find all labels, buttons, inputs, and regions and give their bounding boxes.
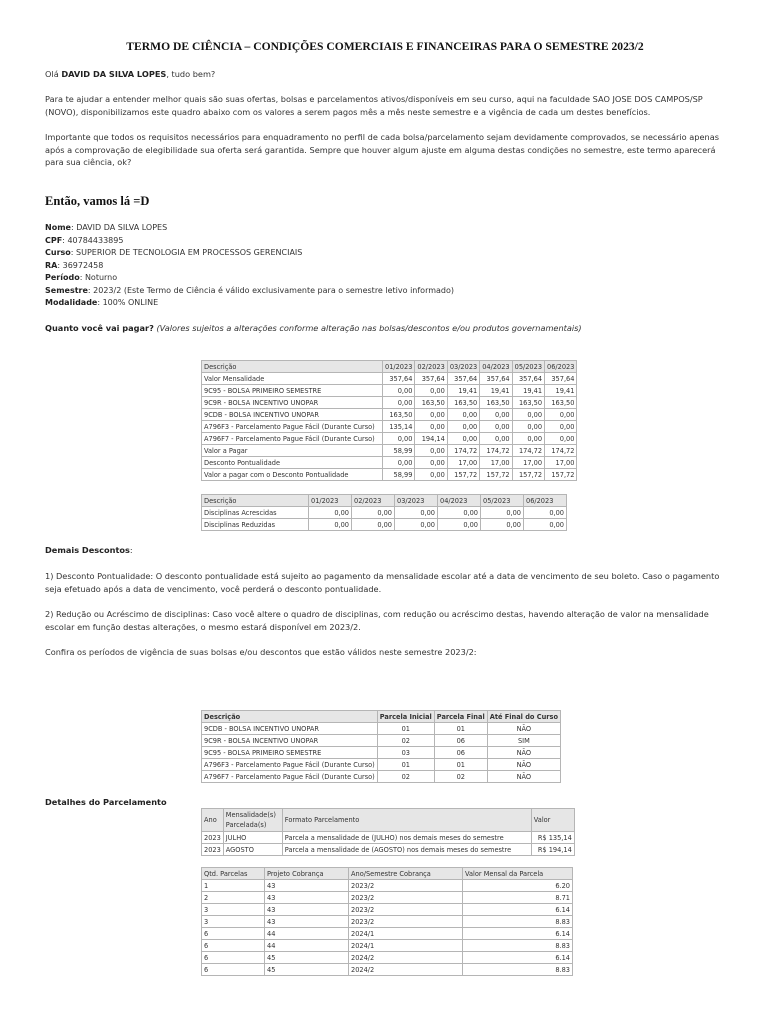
table-cell: 1 [202, 880, 265, 892]
table-cell: 2 [202, 892, 265, 904]
table-cell: NÃO [487, 747, 560, 759]
cobranca-table [201, 867, 573, 976]
curso-label: Curso [45, 248, 71, 257]
table-cell: 17,00 [545, 457, 577, 469]
table-cell: 0,00 [524, 507, 567, 519]
periodo-label: Período [45, 273, 80, 282]
payments-header-cell: 05/2023 [512, 361, 544, 373]
parcelamento-header-cell: Mensalidade(s) Parcelada(s) [223, 809, 282, 832]
table-cell: 174,72 [512, 445, 544, 457]
table-cell: NÃO [487, 771, 560, 783]
reducao-disciplinas-text: 2) Redução ou Acréscimo de disciplinas: Caso você altere o quadro de disciplinas, com redução ou acréscimo destas, havendo alteração de valor na mensalidade escolar em função destas alterações, o mesmo estará disponível em 2023/2. [45, 609, 709, 632]
table-cell: 0,00 [545, 433, 577, 445]
table-cell: 19,41 [512, 385, 544, 397]
demais-descontos-label: Demais Descontos [45, 545, 130, 555]
table-cell: Valor Mensalidade [202, 373, 383, 385]
table-cell: 0,00 [383, 433, 415, 445]
table-cell: 174,72 [480, 445, 512, 457]
table-cell: 01 [377, 759, 434, 771]
table-cell: Desconto Pontualidade [202, 457, 383, 469]
table-cell: 0,00 [512, 421, 544, 433]
cpf-value: : 40784433895 [62, 235, 124, 245]
parcelamento-header-cell: Valor [531, 809, 574, 832]
table-cell: 0,00 [352, 519, 395, 531]
table-cell: 02 [377, 735, 434, 747]
table-cell: 0,00 [480, 433, 512, 445]
vigencia-header-cell: Até Final do Curso [487, 711, 560, 723]
table-cell: 0,00 [415, 457, 447, 469]
ra-value: : 36972458 [57, 260, 104, 270]
table-cell: 43 [265, 880, 349, 892]
payments-table [201, 360, 577, 481]
disciplinas-header-cell: 01/2023 [309, 495, 352, 507]
table-cell: 6 [202, 928, 265, 940]
modalidade-row [45, 297, 454, 310]
table-cell: 58,99 [383, 469, 415, 481]
table-cell: 44 [265, 940, 349, 952]
table-cell: 0,00 [524, 519, 567, 531]
table-cell: 2023/2 [349, 904, 463, 916]
table-row [202, 928, 573, 940]
disciplinas-header-cell: 05/2023 [481, 495, 524, 507]
table-cell: 43 [265, 904, 349, 916]
table-cell: 0,00 [415, 445, 447, 457]
table-cell: 01 [377, 723, 434, 735]
periodo-row [45, 272, 454, 285]
table-row [202, 373, 577, 385]
table-cell: 01 [434, 723, 487, 735]
intro-paragraph: Para te ajudar a entender melhor quais são suas ofertas, bolsas e parcelamentos ativos/disponíveis em seu curso, aqui na faculdade SAO JOSE DOS CAMPOS/SP (NOVO), disponibilizamos este quadro abaixo com os valores a serem pagos mês a mês neste semestre e a vigência de cada um destes benefícios. [45, 94, 703, 117]
payments-header-cell: 04/2023 [480, 361, 512, 373]
table-row [202, 723, 561, 735]
table-cell: 0,00 [481, 507, 524, 519]
semestre-label: Semestre [45, 285, 88, 295]
table-cell: 0,00 [309, 519, 352, 531]
table-cell: 0,00 [512, 433, 544, 445]
table-cell: AGOSTO [223, 844, 282, 856]
table-row [202, 507, 567, 519]
payments-header-cell: 03/2023 [447, 361, 479, 373]
demais-descontos-line [45, 544, 725, 557]
table-cell: 194,14 [415, 433, 447, 445]
table-row [202, 916, 573, 928]
table-cell: 2023/2 [349, 880, 463, 892]
table-cell: A796F3 - Parcelamento Pague Fácil (Durante Curso) [202, 421, 383, 433]
payments-header-cell: 02/2023 [415, 361, 447, 373]
table-cell: 06 [434, 747, 487, 759]
requirements-paragraph: Importante que todos os requisitos necessários para enquadramento no perfil de cada bolsa/parcelamento sejam devidamente comprovados, se necessário apenas após a comprovação de elegibilidade sua oferta será garantida. Sempre que houver algum ajuste em alguma destas condições no semestre, este termo aparecerá para sua ciência, ok? [45, 132, 720, 168]
parcelamento-header-cell: Formato Parcelamento [282, 809, 531, 832]
table-cell: 43 [265, 916, 349, 928]
cobranca-header-cell: Ano/Semestre Cobrança [349, 868, 463, 880]
confira-text: Confira os períodos de vigência de suas bolsas e/ou descontos que estão válidos neste semestre 2023/2: [45, 647, 477, 657]
modalidade-label: Modalidade [45, 298, 98, 307]
table-cell: 163,50 [545, 397, 577, 409]
table-row [202, 735, 561, 747]
table-cell: Parcela a mensalidade de (JULHO) nos demais meses do semestre [282, 832, 531, 844]
table-cell: 17,00 [447, 457, 479, 469]
table-cell: 6 [202, 952, 265, 964]
table-row [202, 409, 577, 421]
vigencia-header-cell: Parcela Final [434, 711, 487, 723]
table-cell: 02 [434, 771, 487, 783]
table-cell: 19,41 [447, 385, 479, 397]
table-cell: 0,00 [415, 409, 447, 421]
table-cell: 9C9R - BOLSA INCENTIVO UNOPAR [202, 735, 378, 747]
table-row [202, 844, 575, 856]
table-cell: 6 [202, 940, 265, 952]
cobranca-header-cell: Qtd. Parcelas [202, 868, 265, 880]
table-row [202, 904, 573, 916]
table-cell: Parcela a mensalidade de (AGOSTO) nos demais meses do semestre [282, 844, 531, 856]
greeting [45, 68, 725, 81]
section-heading: Então, vamos lá =D [45, 194, 150, 208]
table-cell: 8.83 [463, 916, 573, 928]
table-cell: 9C9R - BOLSA INCENTIVO UNOPAR [202, 397, 383, 409]
table-cell: 0,00 [438, 519, 481, 531]
table-cell: 43 [265, 892, 349, 904]
parcelamento-header-cell: Ano [202, 809, 224, 832]
table-row [202, 457, 577, 469]
payments-header-cell: Descrição [202, 361, 383, 373]
table-row [202, 771, 561, 783]
table-cell: 0,00 [309, 507, 352, 519]
table-cell: SIM [487, 735, 560, 747]
demais-descontos-colon: : [129, 545, 133, 555]
cpf-label: CPF [45, 235, 63, 245]
table-cell: 8.83 [463, 940, 573, 952]
payments-header-row [202, 361, 577, 373]
table-cell: 0,00 [438, 507, 481, 519]
table-cell: JULHO [223, 832, 282, 844]
table-cell: 8.71 [463, 892, 573, 904]
table-cell: 2023/2 [349, 916, 463, 928]
table-row [202, 519, 567, 531]
table-cell: 06 [434, 735, 487, 747]
table-cell: 174,72 [447, 445, 479, 457]
table-cell: 357,64 [383, 373, 415, 385]
parcelamento-table [201, 808, 575, 856]
table-cell: 163,50 [480, 397, 512, 409]
table-cell: 44 [265, 928, 349, 940]
disciplinas-header-cell: 04/2023 [438, 495, 481, 507]
nome-label: Nome [45, 223, 71, 232]
table-row [202, 445, 577, 457]
table-cell: 0,00 [481, 519, 524, 531]
detalhes-parcelamento-label: Detalhes do Parcelamento [45, 797, 167, 807]
table-cell: 357,64 [512, 373, 544, 385]
table-cell: 8.83 [463, 964, 573, 976]
parcelamento-header-row [202, 809, 575, 832]
greeting-prefix: Olá [45, 69, 62, 79]
disciplinas-header-cell: Descrição [202, 495, 309, 507]
table-cell: 0,00 [447, 421, 479, 433]
table-cell: NÃO [487, 759, 560, 771]
table-row [202, 940, 573, 952]
table-cell: 0,00 [395, 519, 438, 531]
table-cell: 0,00 [415, 421, 447, 433]
table-cell: 45 [265, 964, 349, 976]
table-cell: Disciplinas Reduzidas [202, 519, 309, 531]
cobranca-header-cell: Projeto Cobrança [265, 868, 349, 880]
table-cell: Disciplinas Acrescidas [202, 507, 309, 519]
modalidade-value: : 100% ONLINE [97, 298, 159, 307]
table-cell: 157,72 [447, 469, 479, 481]
table-cell: 2023/2 [349, 892, 463, 904]
table-cell: 9CDB - BOLSA INCENTIVO UNOPAR [202, 409, 383, 421]
vigencia-table [201, 710, 561, 783]
table-cell: 0,00 [447, 409, 479, 421]
cobranca-header-row [202, 868, 573, 880]
curso-value: : SUPERIOR DE TECNOLOGIA EM PROCESSOS GERENCIAIS [70, 248, 303, 257]
desconto-pontualidade-text: 1) Desconto Pontualidade: O desconto pontualidade está sujeito ao pagamento da mensalidade escolar até a data de vencimento de seu boleto. Caso o pagamento seja efetuado após a data de vencimento, você perderá o desconto pontualidade. [45, 571, 720, 594]
table-cell: 163,50 [415, 397, 447, 409]
table-cell: 0,00 [383, 397, 415, 409]
table-cell: 163,50 [383, 409, 415, 421]
table-cell: R$ 135,14 [531, 832, 574, 844]
table-cell: 0,00 [352, 507, 395, 519]
table-cell: 19,41 [480, 385, 512, 397]
disciplinas-header-cell: 03/2023 [395, 495, 438, 507]
table-cell: 157,72 [480, 469, 512, 481]
payments-header-cell: 01/2023 [383, 361, 415, 373]
table-cell: 3 [202, 904, 265, 916]
cobranca-header-cell: Valor Mensal da Parcela [463, 868, 573, 880]
document-title: TERMO DE CIÊNCIA – CONDIÇÕES COMERCIAIS E FINANCEIRAS PARA O SEMESTRE 2023/2 [126, 40, 644, 53]
disciplinas-table [201, 494, 567, 531]
table-cell: 163,50 [447, 397, 479, 409]
table-cell: 9C95 - BOLSA PRIMEIRO SEMESTRE [202, 747, 378, 759]
table-cell: 01 [434, 759, 487, 771]
table-cell: 174,72 [545, 445, 577, 457]
vigencia-header-cell: Descrição [202, 711, 378, 723]
nome-row [45, 222, 454, 235]
table-cell: 6.14 [463, 952, 573, 964]
table-cell: 0,00 [480, 421, 512, 433]
table-cell: 03 [377, 747, 434, 759]
table-row [202, 759, 561, 771]
ra-row [45, 260, 454, 273]
table-cell: 6.20 [463, 880, 573, 892]
table-cell: 6.14 [463, 928, 573, 940]
table-cell: 357,64 [415, 373, 447, 385]
nome-value: : DAVID DA SILVA LOPES [70, 223, 168, 232]
table-cell: 357,64 [447, 373, 479, 385]
table-cell: 6 [202, 964, 265, 976]
table-cell: 157,72 [545, 469, 577, 481]
table-row [202, 880, 573, 892]
table-cell: 0,00 [383, 385, 415, 397]
table-cell: 9CDB - BOLSA INCENTIVO UNOPAR [202, 723, 378, 735]
table-cell: 2024/2 [349, 952, 463, 964]
table-cell: 163,50 [512, 397, 544, 409]
disciplinas-header-row [202, 495, 567, 507]
vigencia-header-row [202, 711, 561, 723]
table-cell: Valor a pagar com o Desconto Pontualidade [202, 469, 383, 481]
semestre-row [45, 285, 454, 298]
table-cell: 0,00 [395, 507, 438, 519]
table-cell: 17,00 [480, 457, 512, 469]
table-cell: 2024/1 [349, 940, 463, 952]
curso-row [45, 247, 454, 260]
disciplinas-header-cell: 02/2023 [352, 495, 395, 507]
quanto-label: Quanto você vai pagar? [45, 323, 154, 333]
table-row [202, 385, 577, 397]
table-cell: 0,00 [480, 409, 512, 421]
table-cell: 3 [202, 916, 265, 928]
table-cell: 2023 [202, 832, 224, 844]
table-row [202, 832, 575, 844]
table-cell: 0,00 [447, 433, 479, 445]
table-cell: 2024/1 [349, 928, 463, 940]
table-cell: 9C95 - BOLSA PRIMEIRO SEMESTRE [202, 385, 383, 397]
table-cell: 2024/2 [349, 964, 463, 976]
table-row [202, 469, 577, 481]
quanto-line [45, 322, 725, 335]
table-cell: 357,64 [545, 373, 577, 385]
student-info [45, 222, 454, 310]
cpf-row [45, 235, 454, 248]
quanto-note: (Valores sujeitos a alterações conforme alteração nas bolsas/descontos e/ou produtos governamentais) [153, 323, 582, 333]
disciplinas-header-cell: 06/2023 [524, 495, 567, 507]
table-cell: 357,64 [480, 373, 512, 385]
table-cell: Valor a Pagar [202, 445, 383, 457]
vigencia-header-cell: Parcela Inicial [377, 711, 434, 723]
table-cell: 6.14 [463, 904, 573, 916]
table-cell: 135,14 [383, 421, 415, 433]
greeting-suffix: , tudo bem? [166, 69, 216, 79]
table-row [202, 892, 573, 904]
table-cell: A796F7 - Parcelamento Pague Fácil (Durante Curso) [202, 771, 378, 783]
student-name-greeting: DAVID DA SILVA LOPES [61, 69, 167, 79]
table-cell: 0,00 [415, 385, 447, 397]
table-cell: R$ 194,14 [531, 844, 574, 856]
table-cell: 0,00 [415, 469, 447, 481]
table-cell: 0,00 [545, 421, 577, 433]
table-row [202, 747, 561, 759]
table-cell: A796F7 - Parcelamento Pague Fácil (Durante Curso) [202, 433, 383, 445]
table-cell: A796F3 - Parcelamento Pague Fácil (Durante Curso) [202, 759, 378, 771]
table-cell: 0,00 [545, 409, 577, 421]
ra-label: RA [45, 260, 58, 270]
table-cell: 157,72 [512, 469, 544, 481]
periodo-value: : Noturno [79, 273, 118, 282]
table-cell: 17,00 [512, 457, 544, 469]
table-cell: 45 [265, 952, 349, 964]
table-row [202, 421, 577, 433]
table-row [202, 433, 577, 445]
table-cell: 58,99 [383, 445, 415, 457]
table-cell: 19,41 [545, 385, 577, 397]
table-row [202, 952, 573, 964]
table-cell: 0,00 [512, 409, 544, 421]
table-cell: NÃO [487, 723, 560, 735]
table-cell: 2023 [202, 844, 224, 856]
semestre-value: : 2023/2 (Este Termo de Ciência é válido exclusivamente para o semestre letivo informado) [87, 285, 455, 295]
payments-header-cell: 06/2023 [545, 361, 577, 373]
table-cell: 0,00 [383, 457, 415, 469]
table-cell: 02 [377, 771, 434, 783]
table-row [202, 397, 577, 409]
table-row [202, 964, 573, 976]
